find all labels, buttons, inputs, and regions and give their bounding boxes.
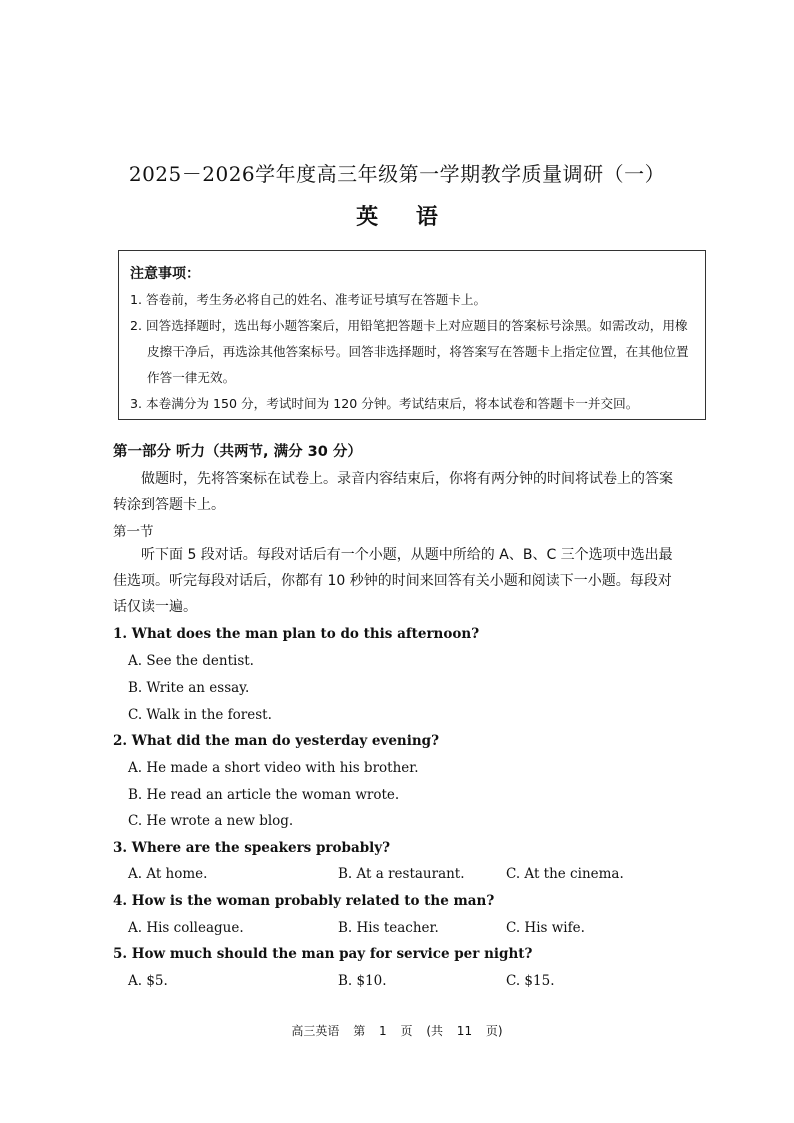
q1-option-a: A. See the dentist. — [128, 653, 254, 669]
part1-intro: 做题时，先将答案标在试卷上。录音内容结束后，你将有两分钟的时间将试卷上的答案转涂到答题卡上。 — [113, 471, 673, 513]
q4-option-b: B. His teacher. — [338, 920, 439, 936]
q1-option-c: C. Walk in the forest. — [128, 707, 272, 723]
q5-option-b: B. $10. — [338, 973, 387, 989]
notice-title: 注意事项： — [130, 266, 200, 282]
page-footer: 高三英语 第 1 页 (共 11 页) — [291, 1024, 503, 1038]
q2-option-b: B. He read an article the woman wrote. — [128, 787, 400, 803]
q5-option-c: C. $15. — [506, 973, 555, 989]
notice-box — [118, 250, 706, 420]
q2-option-a: A. He made a short video with his brother. — [128, 760, 419, 776]
notice-item: 1. 答卷前，考生务必将自己的姓名、准考证号填写在答题卡上。 — [130, 292, 487, 307]
q5-option-a: A. $5. — [128, 973, 168, 989]
exam-title: 2025－2026学年度高三年级第一学期教学质量调研（一） — [128, 162, 666, 186]
q1-option-b: B. Write an essay. — [128, 680, 250, 696]
question-2: 2. What did the man do yesterday evening? — [113, 733, 440, 749]
section-label: 第一节 — [113, 524, 154, 540]
question-3: 3. Where are the speakers probably? — [113, 840, 391, 856]
q3-option-b: B. At a restaurant. — [338, 866, 465, 882]
part1-heading: 第一部分 听力（共两节, 满分 30 分） — [113, 444, 362, 460]
question-1: 1. What does the man plan to do this afternoon? — [113, 626, 480, 642]
q4-option-a: A. His colleague. — [128, 920, 244, 936]
q4-option-c: C. His wife. — [506, 920, 585, 936]
notice-item: 2. 回答选择题时，选出每小题答案后，用铅笔把答题卡上对应题目的答案标号涂黑。如需改动，用橡皮擦干净后，再选涂其他答案标号。回答非选择题时，将答案写在答题卡上指定位置，在其他位置作答一律无效。 — [130, 318, 689, 385]
q2-option-c: C. He wrote a new blog. — [128, 813, 294, 829]
question-4: 4. How is the woman probably related to the man? — [113, 893, 495, 909]
q3-option-c: C. At the cinema. — [506, 866, 624, 882]
q3-option-a: A. At home. — [128, 866, 208, 882]
section-intro: 听下面 5 段对话。每段对话后有一个小题，从题中所给的 A、B、C 三个选项中选出最佳选项。听完每段对话后，你都有 10 秒钟的时间来回答有关小题和阅读下一小题。每段对话仅读一遍。 — [113, 547, 673, 615]
question-5: 5. How much should the man pay for service per night? — [113, 946, 533, 962]
notice-item: 3. 本卷满分为 150 分，考试时间为 120 分钟。考试结束后，将本试卷和答题卡一并交回。 — [130, 396, 639, 411]
subject-title: 英 语 — [356, 205, 438, 230]
